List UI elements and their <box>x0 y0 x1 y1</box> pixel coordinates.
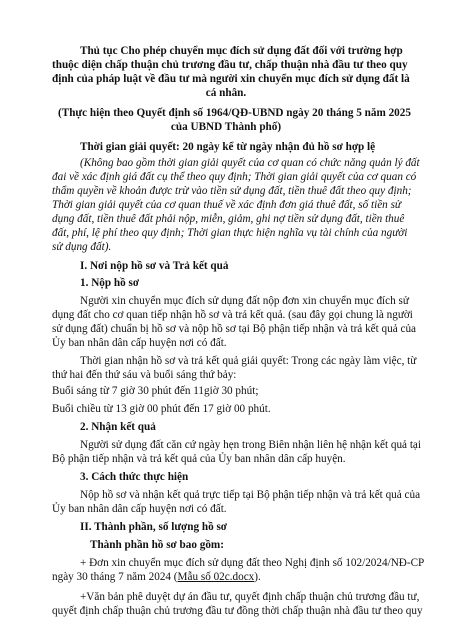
deadline-note-line-2: đai về xác định giá đất cụ thể theo quy định; Thời gian giải quyết của cơ quan có <box>52 171 417 183</box>
submission-para-line-4: Ủy ban nhân dân cấp huyện nơi có đất. <box>52 337 227 349</box>
item-2-line-1: +Văn bản phê duyệt dự án đầu tư, quyết định chấp thuận chủ trương đầu tư, <box>80 591 420 603</box>
deadline-note-line-5: dụng đất, tiền thuê đất phải nộp, miễn, giảm, ghi nợ tiền sử dụng đất, tiền thuê <box>52 213 405 225</box>
decision-line-1: (Thực hiện theo Quyết định số 1964/QĐ-UBND ngày 20 tháng 5 năm 2025 <box>58 107 411 119</box>
subsection-1-1-heading: 1. Nộp hồ sơ <box>80 277 140 289</box>
title-line-3: định của pháp luật về đầu tư mà người xin chuyển mục đích sử dụng đất là <box>52 73 410 85</box>
item-2-line-2: quyết định chấp thuận chủ trương đầu tư đồng thời chấp thuận nhà đầu tư theo quy <box>52 605 423 617</box>
submission-para-line-1: Người xin chuyển mục đích sử dụng đất nộp đơn xin chuyển mục đích sử <box>80 295 409 307</box>
item-1-line-1: + Đơn xin chuyển mục đích sử dụng đất theo Nghị định số 102/2024/NĐ-CP <box>80 557 425 569</box>
title-line-1: Thủ tục Cho phép chuyển mục đích sử dụng đất đối với trường hợp <box>80 45 403 57</box>
item-1-prefix: ngày 30 tháng 7 năm 2024 ( <box>52 571 178 583</box>
hours-line-1: Thời gian nhận hồ sơ và trả kết quả giải quyết: Trong các ngày làm việc, từ <box>80 355 417 367</box>
deadline-note-line-7: sử dụng đất). <box>52 241 112 253</box>
deadline-heading: Thời gian giải quyết: 20 ngày kể từ ngày nhận đủ hồ sơ hợp lệ <box>80 141 376 153</box>
deadline-note-line-3: thẩm quyền về khoản được trừ vào tiền sử dụng đất, tiền thuê đất theo quy định; <box>52 185 412 197</box>
title-line-4: cá nhân. <box>205 87 247 99</box>
morning-hours: Buổi sáng từ 7 giờ 30 phút đến 11giờ 30 phút; <box>52 385 259 397</box>
result-para-line-1: Người sử dụng đất căn cứ ngày hẹn trong Biên nhận liên hệ nhận kết quả tại <box>80 439 422 451</box>
hours-line-2: thứ hai đến thứ sáu và buổi sáng thứ bảy: <box>52 369 237 381</box>
method-para-line-2: Ủy ban nhân dân cấp huyện nơi có đất. <box>52 503 227 515</box>
deadline-note-line-6: đất, phí, lệ phí theo quy định; Thời gian thực hiện nghĩa vụ tài chính của người <box>52 227 408 239</box>
submission-para-line-2: dụng đất cho cơ quan tiếp nhận hồ sơ và trả kết quả. (sau đây gọi chung là người <box>52 309 413 321</box>
deadline-note-line-1: (Không bao gồm thời gian giải quyết của cơ quan có chức năng quản lý đất <box>80 157 420 169</box>
deadline-note-line-4: Thời gian giải quyết của cơ quan thuế về xác định đơn giá thuê đất, số tiền sử <box>52 199 402 211</box>
method-para-line-1: Nộp hồ sơ và nhận kết quả trực tiếp tại Bộ phận tiếp nhận và trả kết quả của <box>80 489 421 501</box>
item-1-suffix: ). <box>254 571 261 583</box>
item-1-line-2 <box>52 570 261 584</box>
form-02c-link[interactable]: Mẫu số 02c.docx <box>177 571 255 583</box>
subsection-1-3-heading: 3. Cách thức thực hiện <box>80 471 189 483</box>
decision-line-2: của UBND Thành phố) <box>170 121 282 133</box>
result-para-line-2: Bộ phận tiếp nhận và trả kết quả của Ủy ban nhân dân cấp huyện. <box>52 453 346 465</box>
submission-para-line-3: sử dụng đất) chuẩn bị hồ sơ và nộp hồ sơ tại Bộ phận tiếp nhận và trả kết quả của <box>52 323 417 335</box>
section-2-heading: II. Thành phần, số lượng hồ sơ <box>80 521 228 533</box>
title-line-2: thuộc diện chấp thuận chủ trương đầu tư, chấp thuận nhà đầu tư theo quy <box>52 59 408 71</box>
subsection-1-2-heading: 2. Nhận kết quả <box>80 421 156 433</box>
afternoon-hours: Buổi chiều từ 13 giờ 00 phút đến 17 giờ 00 phút. <box>52 403 271 415</box>
section-1-heading: I. Nơi nộp hồ sơ và Trả kết quả <box>80 260 229 272</box>
components-heading: Thành phần hồ sơ bao gồm: <box>90 539 224 551</box>
